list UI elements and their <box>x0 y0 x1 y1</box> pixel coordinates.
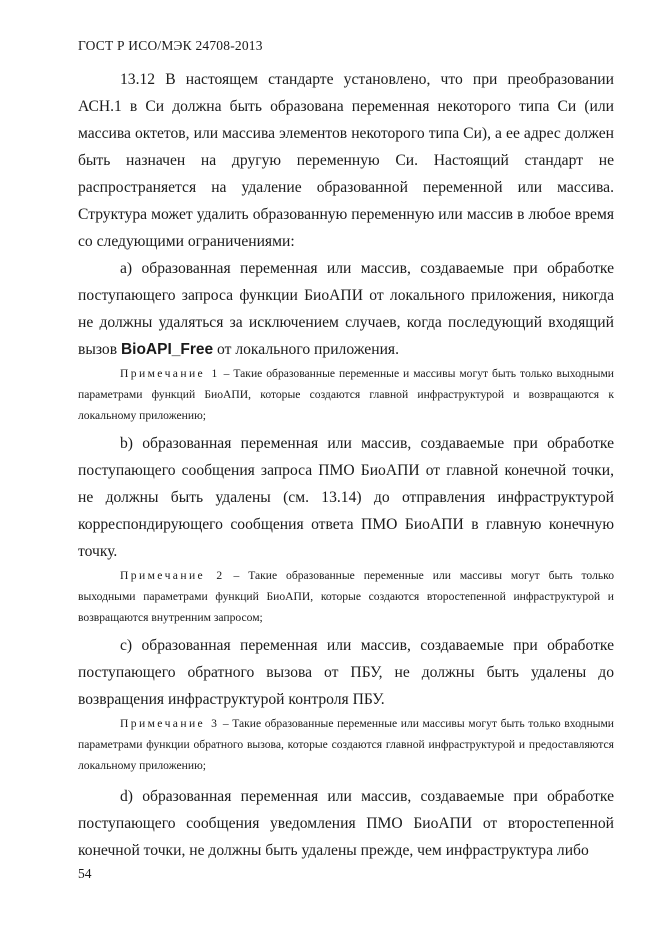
paragraph-13-12 <box>78 66 614 255</box>
note-1-text: – Такие образованные переменные и массивы могут быть только выходными параметрами функций БиоАПИ, которые создаются главной инфраструктурой и возвращаются к локальному приложению; <box>78 367 614 422</box>
item-c-text: с) образованная переменная или массив, создаваемые при обработке поступающего обратного вызова от ПБУ, не должны быть удалены до возвращения инфраструктурой контроля ПБУ. <box>78 637 614 708</box>
item-a <box>78 255 614 363</box>
note-3-label: Примечание 3 <box>120 717 220 730</box>
note-2-text: – Такие образованные переменные или массивы могут быть только выходными параметрами функций БиоАПИ, которые создаются второстепенной инфраструктурой и возвращаются внутренним запросом; <box>78 569 614 624</box>
note-3 <box>78 713 614 776</box>
page-number: 54 <box>78 866 92 881</box>
item-d-text: d) образованная переменная или массив, создаваемые при обработке поступающего сообщения уведомления ПМО БиоАПИ от второстепенной конечной точки, не должны быть удалены прежде, чем инфраструктура либо <box>78 788 614 859</box>
note-2-label: Примечание 2 <box>120 569 225 582</box>
item-a-text-before: а) образованная переменная или массив, создаваемые при обработке поступающего запроса функции БиоАПИ от локального приложения, никогда не должны удаляться за исключением случаев, когда последующий входящий вызов <box>78 260 614 358</box>
note-1-label: Примечание 1 <box>120 367 220 380</box>
item-a-code-bioapi-free: BioAPI_Free <box>120 341 214 358</box>
item-a-text-after: от локального приложения. <box>213 341 399 358</box>
document-header: ГОСТ Р ИСО/МЭК 24708-2013 <box>78 38 263 53</box>
note-2 <box>78 565 614 628</box>
paragraph-13-12-text: 13.12 В настоящем стандарте установлено, что при преобразовании АСН.1 в Си должна быть образована переменная некоторого типа Си (или массива октетов, или массива элементов некоторого типа Си), а ее адрес должен быть назначен на другую переменную Си. Настоящий стандарт не распространяется на удаление образованной переменной или массива. Структура может удалить образованную переменную или массив в любое время со следующими ограничениями: <box>78 71 614 250</box>
note-1 <box>78 363 614 426</box>
item-c <box>78 632 614 713</box>
item-b-text: b) образованная переменная или массив, создаваемые при обработке поступающего сообщения запроса ПМО БиоАПИ от главной конечной точки, не должны быть удалены (см. 13.14) до отправления инфраструктурой корреспондирующего сообщения ответа ПМО БиоАПИ в главную конечную точку. <box>78 435 614 560</box>
item-d <box>78 783 614 864</box>
item-b <box>78 430 614 565</box>
note-3-text: – Такие образованные переменные или массивы могут быть только входными параметрами функции обратного вызова, которые создаются главной инфраструктурой и предоставляются локальному приложению; <box>78 717 614 772</box>
